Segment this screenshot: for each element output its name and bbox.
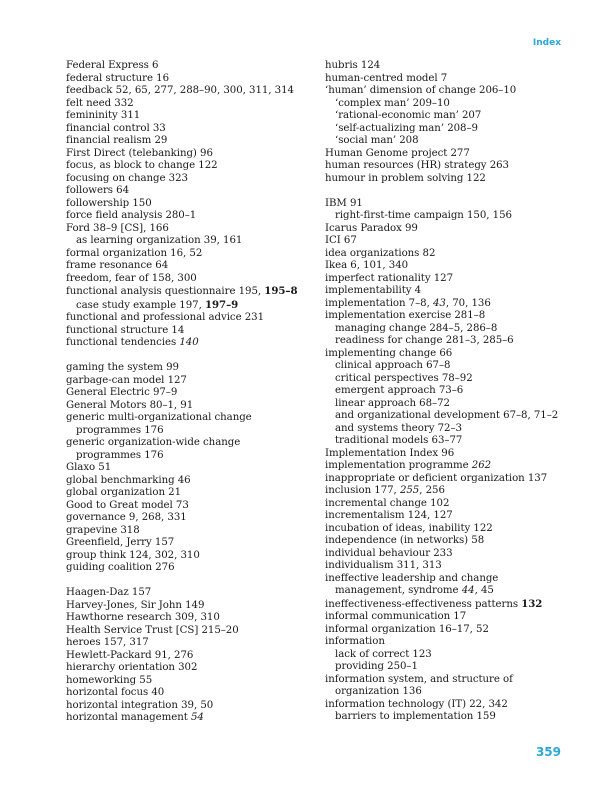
index-entry (66, 587, 311, 600)
entry-text: garbage-can model 127 (66, 374, 187, 386)
entry-text: independence (in networks) 58 (325, 535, 485, 546)
index-entry (66, 550, 311, 563)
index-entry (66, 375, 311, 388)
index-entry (66, 260, 311, 273)
entry-text: guiding coalition 276 (66, 562, 175, 573)
entry-text: hierarchy orientation 302 (66, 662, 198, 673)
entry-text: human-centred model 7 (325, 72, 448, 84)
letter-group-gap (325, 185, 575, 198)
index-subentry (325, 323, 575, 336)
entry-text: Federal Express 6 (66, 60, 159, 71)
entry-text: management, syndrome (335, 585, 462, 596)
entry-text: financial realism 29 (66, 135, 168, 146)
index-entry (325, 160, 575, 173)
index-entry (66, 712, 311, 725)
entry-text: clinical approach 67–8 (335, 360, 451, 371)
entry-text: right-first-time campaign 150, 156 (335, 210, 512, 221)
entry-text: emergent approach 73–6 (335, 385, 464, 396)
index-entry (66, 500, 311, 513)
entry-text: felt need 332 (66, 97, 134, 109)
index-subentry (325, 661, 575, 674)
entry-text: lack of correct 123 (335, 648, 432, 660)
entry-text: focusing on change 323 (66, 172, 188, 184)
index-entry (66, 325, 311, 338)
entry-text: linear approach 68–72 (335, 397, 450, 409)
index-entry (66, 148, 311, 161)
index-entry (325, 173, 575, 186)
entry-text: General Motors 80–1, 91 (66, 399, 194, 411)
entry-text: heroes 157, 317 (66, 637, 149, 648)
index-entry (325, 498, 575, 511)
entry-text: inclusion 177, (325, 485, 400, 496)
entry-text: focus, as block to change 122 (66, 160, 218, 171)
index-entry (325, 460, 575, 473)
entry-text: hubris 124 (325, 60, 381, 71)
entry-text: incremental change 102 (325, 497, 450, 509)
entry-text: ‘complex man’ 209–10 (335, 97, 450, 109)
index-entry (66, 362, 311, 375)
index-entry (325, 636, 575, 649)
entry-text: providing 250–1 (335, 661, 418, 672)
index-entry (325, 674, 575, 687)
entry-bold-locator: 132 (521, 597, 543, 610)
entry-italic-locator: 255 (399, 485, 420, 496)
index-entry (66, 110, 311, 123)
entry-text: force field analysis 280–1 (66, 210, 197, 221)
index-entry (325, 223, 575, 236)
entry-text: informal communication 17 (325, 611, 467, 622)
entry-text: global benchmarking 46 (66, 474, 191, 486)
entry-italic-locator: 54 (190, 712, 204, 723)
entry-text: financial control 33 (66, 122, 166, 134)
index-entry (325, 548, 575, 561)
entry-text: Ford 38–9 [CS], 166 (66, 222, 169, 234)
index-subentry (325, 649, 575, 662)
entry-text: organization 136 (335, 686, 422, 697)
entry-text: information technology (IT) 22, 342 (325, 698, 508, 710)
entry-text: Hawthorne research 309, 310 (66, 612, 220, 623)
entry-bold-locator: 197–9 (204, 298, 239, 311)
entry-text: implementation 7–8, (325, 297, 433, 309)
index-subentry (325, 423, 575, 436)
index-entry (325, 198, 575, 211)
index-entry-continuation (66, 450, 311, 463)
entry-text: incrementalism 124, 127 (325, 510, 453, 521)
entry-text: as learning organization 39, 161 (76, 235, 243, 246)
entry-text-tail: , 256 (419, 485, 445, 496)
index-entry (66, 412, 311, 425)
entry-text: Harvey-Jones, Sir John 149 (66, 599, 205, 611)
entry-text: functional tendencies (66, 337, 180, 348)
entry-text: Haagen-Daz 157 (66, 587, 152, 598)
index-entry (66, 487, 311, 500)
index-entry (66, 173, 311, 186)
index-entry (325, 148, 575, 161)
index-entry (325, 611, 575, 624)
entry-text: horizontal focus 40 (66, 687, 165, 698)
entry-bold-locator: 195–8 (264, 285, 298, 297)
index-entry (325, 273, 575, 286)
entry-text: and organizational development 67–8, 71–2 (335, 410, 559, 421)
index-entry (325, 285, 575, 298)
index-entry (325, 235, 575, 248)
entry-text: ICI 67 (325, 235, 357, 246)
entry-text: grapevine 318 (66, 524, 140, 536)
index-entry (66, 337, 311, 350)
entry-text: Ikea 6, 101, 340 (325, 260, 409, 271)
index-entry (325, 348, 575, 361)
index-subentry (325, 123, 575, 136)
entry-text: Implementation Index 96 (325, 447, 455, 459)
entry-text: informal organization 16–17, 52 (325, 623, 489, 635)
index-entry (66, 135, 311, 148)
entry-text: programmes 176 (76, 424, 164, 436)
letter-group-gap (66, 350, 311, 363)
index-entry (325, 60, 575, 73)
entry-text: implementation exercise 281–8 (325, 310, 486, 321)
entry-text: homeworking 55 (66, 674, 153, 686)
index-entry (325, 699, 575, 712)
entry-text: Greenfield, Jerry 157 (66, 537, 175, 548)
index-entry-continuation (66, 425, 311, 438)
entry-text-tail: , 70, 136 (445, 297, 491, 309)
entry-text: freedom, fear of 158, 300 (66, 272, 197, 284)
entry-text: implementability 4 (325, 285, 422, 296)
index-entry (66, 675, 311, 688)
index-entry (325, 298, 575, 311)
entry-text: Good to Great model 73 (66, 499, 189, 511)
entry-text: Icarus Paradox 99 (325, 222, 418, 234)
index-subentry (325, 360, 575, 373)
index-subentry (325, 711, 575, 724)
entry-text: Glaxo 51 (66, 462, 112, 473)
index-entry (66, 273, 311, 286)
index-entry (325, 523, 575, 536)
index-entry (66, 400, 311, 413)
index-entry (66, 687, 311, 700)
index-entry (66, 662, 311, 675)
entry-italic-locator: 44 (461, 585, 475, 596)
index-entry (325, 560, 575, 573)
entry-text: programmes 176 (76, 449, 164, 461)
entry-text: implementation programme (325, 460, 472, 471)
index-entry (66, 223, 311, 236)
index-entry (325, 248, 575, 261)
index-entry (66, 537, 311, 550)
entry-text: ‘human’ dimension of change 206–10 (325, 85, 517, 96)
index-subentry (325, 585, 575, 598)
index-subentry (325, 385, 575, 398)
entry-text: incubation of ideas, inability 122 (325, 522, 493, 534)
entry-text: feedback 52, 65, 277, 288–90, 300, 311, 314 (66, 85, 294, 96)
index-entry (66, 73, 311, 86)
entry-text: formal organization 16, 52 (66, 247, 203, 259)
index-entry (325, 573, 575, 586)
entry-text: followers 64 (66, 185, 130, 196)
index-entry (66, 637, 311, 650)
entry-text: Human Genome project 277 (325, 147, 470, 159)
index-entry (66, 387, 311, 400)
index-entry (66, 525, 311, 538)
entry-text: horizontal management (66, 712, 191, 723)
entry-italic-locator: 262 (471, 460, 492, 471)
index-subentry (325, 398, 575, 411)
index-subentry (66, 299, 311, 313)
entry-text: implementing change 66 (325, 347, 453, 359)
entry-text: global organization 21 (66, 487, 182, 498)
index-entry (325, 598, 575, 612)
index-entry (66, 600, 311, 613)
entry-text: IBM 91 (325, 197, 363, 209)
entry-text: ‘self-actualizing man’ 208–9 (335, 122, 478, 134)
index-subentry (325, 435, 575, 448)
letter-group-gap (66, 575, 311, 588)
index-entry (66, 625, 311, 638)
entry-text: and systems theory 72–3 (335, 422, 462, 434)
index-entry (66, 98, 311, 111)
entry-text: case study example 197, (76, 299, 205, 311)
entry-text: generic multi-organizational change (66, 412, 252, 423)
index-entry (66, 512, 311, 525)
index-subentry (66, 235, 311, 248)
entry-text: gaming the system 99 (66, 362, 179, 373)
entry-text: inappropriate or deficient organization 137 (325, 472, 548, 484)
entry-italic-locator: 43 (432, 297, 446, 309)
entry-text: General Electric 97–9 (66, 387, 178, 398)
index-column-left (66, 60, 311, 725)
entry-text: group think 124, 302, 310 (66, 549, 200, 561)
index-entry (66, 462, 311, 475)
index-entry (66, 123, 311, 136)
entry-text: Hewlett-Packard 91, 276 (66, 649, 194, 661)
index-entry (66, 312, 311, 325)
index-entry (66, 248, 311, 261)
index-entry (325, 510, 575, 523)
index-subentry (325, 373, 575, 386)
entry-text: imperfect rationality 127 (325, 272, 454, 284)
entry-text: functional structure 14 (66, 324, 185, 336)
page-number: 359 (535, 745, 561, 759)
entry-text: frame resonance 64 (66, 260, 169, 271)
index-entry (66, 198, 311, 211)
entry-text: federal structure 16 (66, 72, 170, 84)
index-entry (66, 437, 311, 450)
entry-text: traditional models 63–77 (335, 435, 463, 446)
entry-italic-locator: 140 (179, 337, 199, 348)
entry-text: Health Service Trust [CS] 215–20 (66, 624, 239, 636)
index-entry (325, 260, 575, 273)
entry-text: individualism 311, 313 (325, 560, 442, 571)
entry-text: functional and professional advice 231 (66, 312, 265, 323)
entry-text: ineffectiveness-effectiveness patterns (325, 598, 522, 610)
entry-text: functional analysis questionnaire 195, (66, 286, 265, 297)
index-subentry (325, 135, 575, 148)
index-entry (66, 85, 311, 98)
index-entry (66, 285, 311, 299)
entry-text: readiness for change 281–3, 285–6 (335, 335, 514, 346)
index-entry (325, 535, 575, 548)
index-entry (66, 210, 311, 223)
index-entry (325, 473, 575, 486)
entry-text: governance 9, 268, 331 (66, 512, 187, 523)
index-entry (66, 700, 311, 713)
index-entry (325, 624, 575, 637)
entry-text: generic organization-wide change (66, 437, 241, 448)
entry-text: information system, and structure of (325, 673, 513, 685)
index-subentry (325, 210, 575, 223)
entry-text: information (325, 636, 385, 647)
index-entry (66, 562, 311, 575)
entry-text-tail: , 45 (474, 585, 494, 596)
index-entry (325, 85, 575, 98)
entry-text: ineffective leadership and change (325, 572, 499, 584)
index-entry-continuation (325, 686, 575, 699)
index-entry (66, 650, 311, 663)
entry-text: humour in problem solving 122 (325, 172, 486, 184)
entry-text: femininity 311 (66, 110, 141, 121)
entry-text: ‘social man’ 208 (335, 135, 419, 146)
index-entry (325, 310, 575, 323)
index-entry (66, 475, 311, 488)
index-subentry (325, 335, 575, 348)
index-subentry (325, 410, 575, 423)
index-entry (66, 185, 311, 198)
index-entry (66, 160, 311, 173)
entry-text: First Direct (telebanking) 96 (66, 147, 213, 159)
index-entry (325, 448, 575, 461)
index-subentry (325, 98, 575, 111)
entry-text: critical perspectives 78–92 (335, 372, 473, 384)
index-column-right (325, 60, 575, 724)
index-subentry (325, 110, 575, 123)
index-entry (325, 73, 575, 86)
index-entry (66, 60, 311, 73)
entry-text: horizontal integration 39, 50 (66, 699, 214, 711)
entry-text: barriers to implementation 159 (335, 711, 496, 722)
index-entry (66, 612, 311, 625)
entry-text: human resources (HR) strategy 263 (325, 160, 509, 171)
entry-text: idea organizations 82 (325, 247, 436, 259)
entry-text: individual behaviour 233 (325, 547, 453, 559)
index-entry (325, 485, 575, 498)
entry-text: ‘rational-economic man’ 207 (335, 110, 482, 121)
running-head: Index (532, 38, 561, 48)
entry-text: managing change 284–5, 286–8 (335, 322, 498, 334)
entry-text: followership 150 (66, 197, 152, 209)
